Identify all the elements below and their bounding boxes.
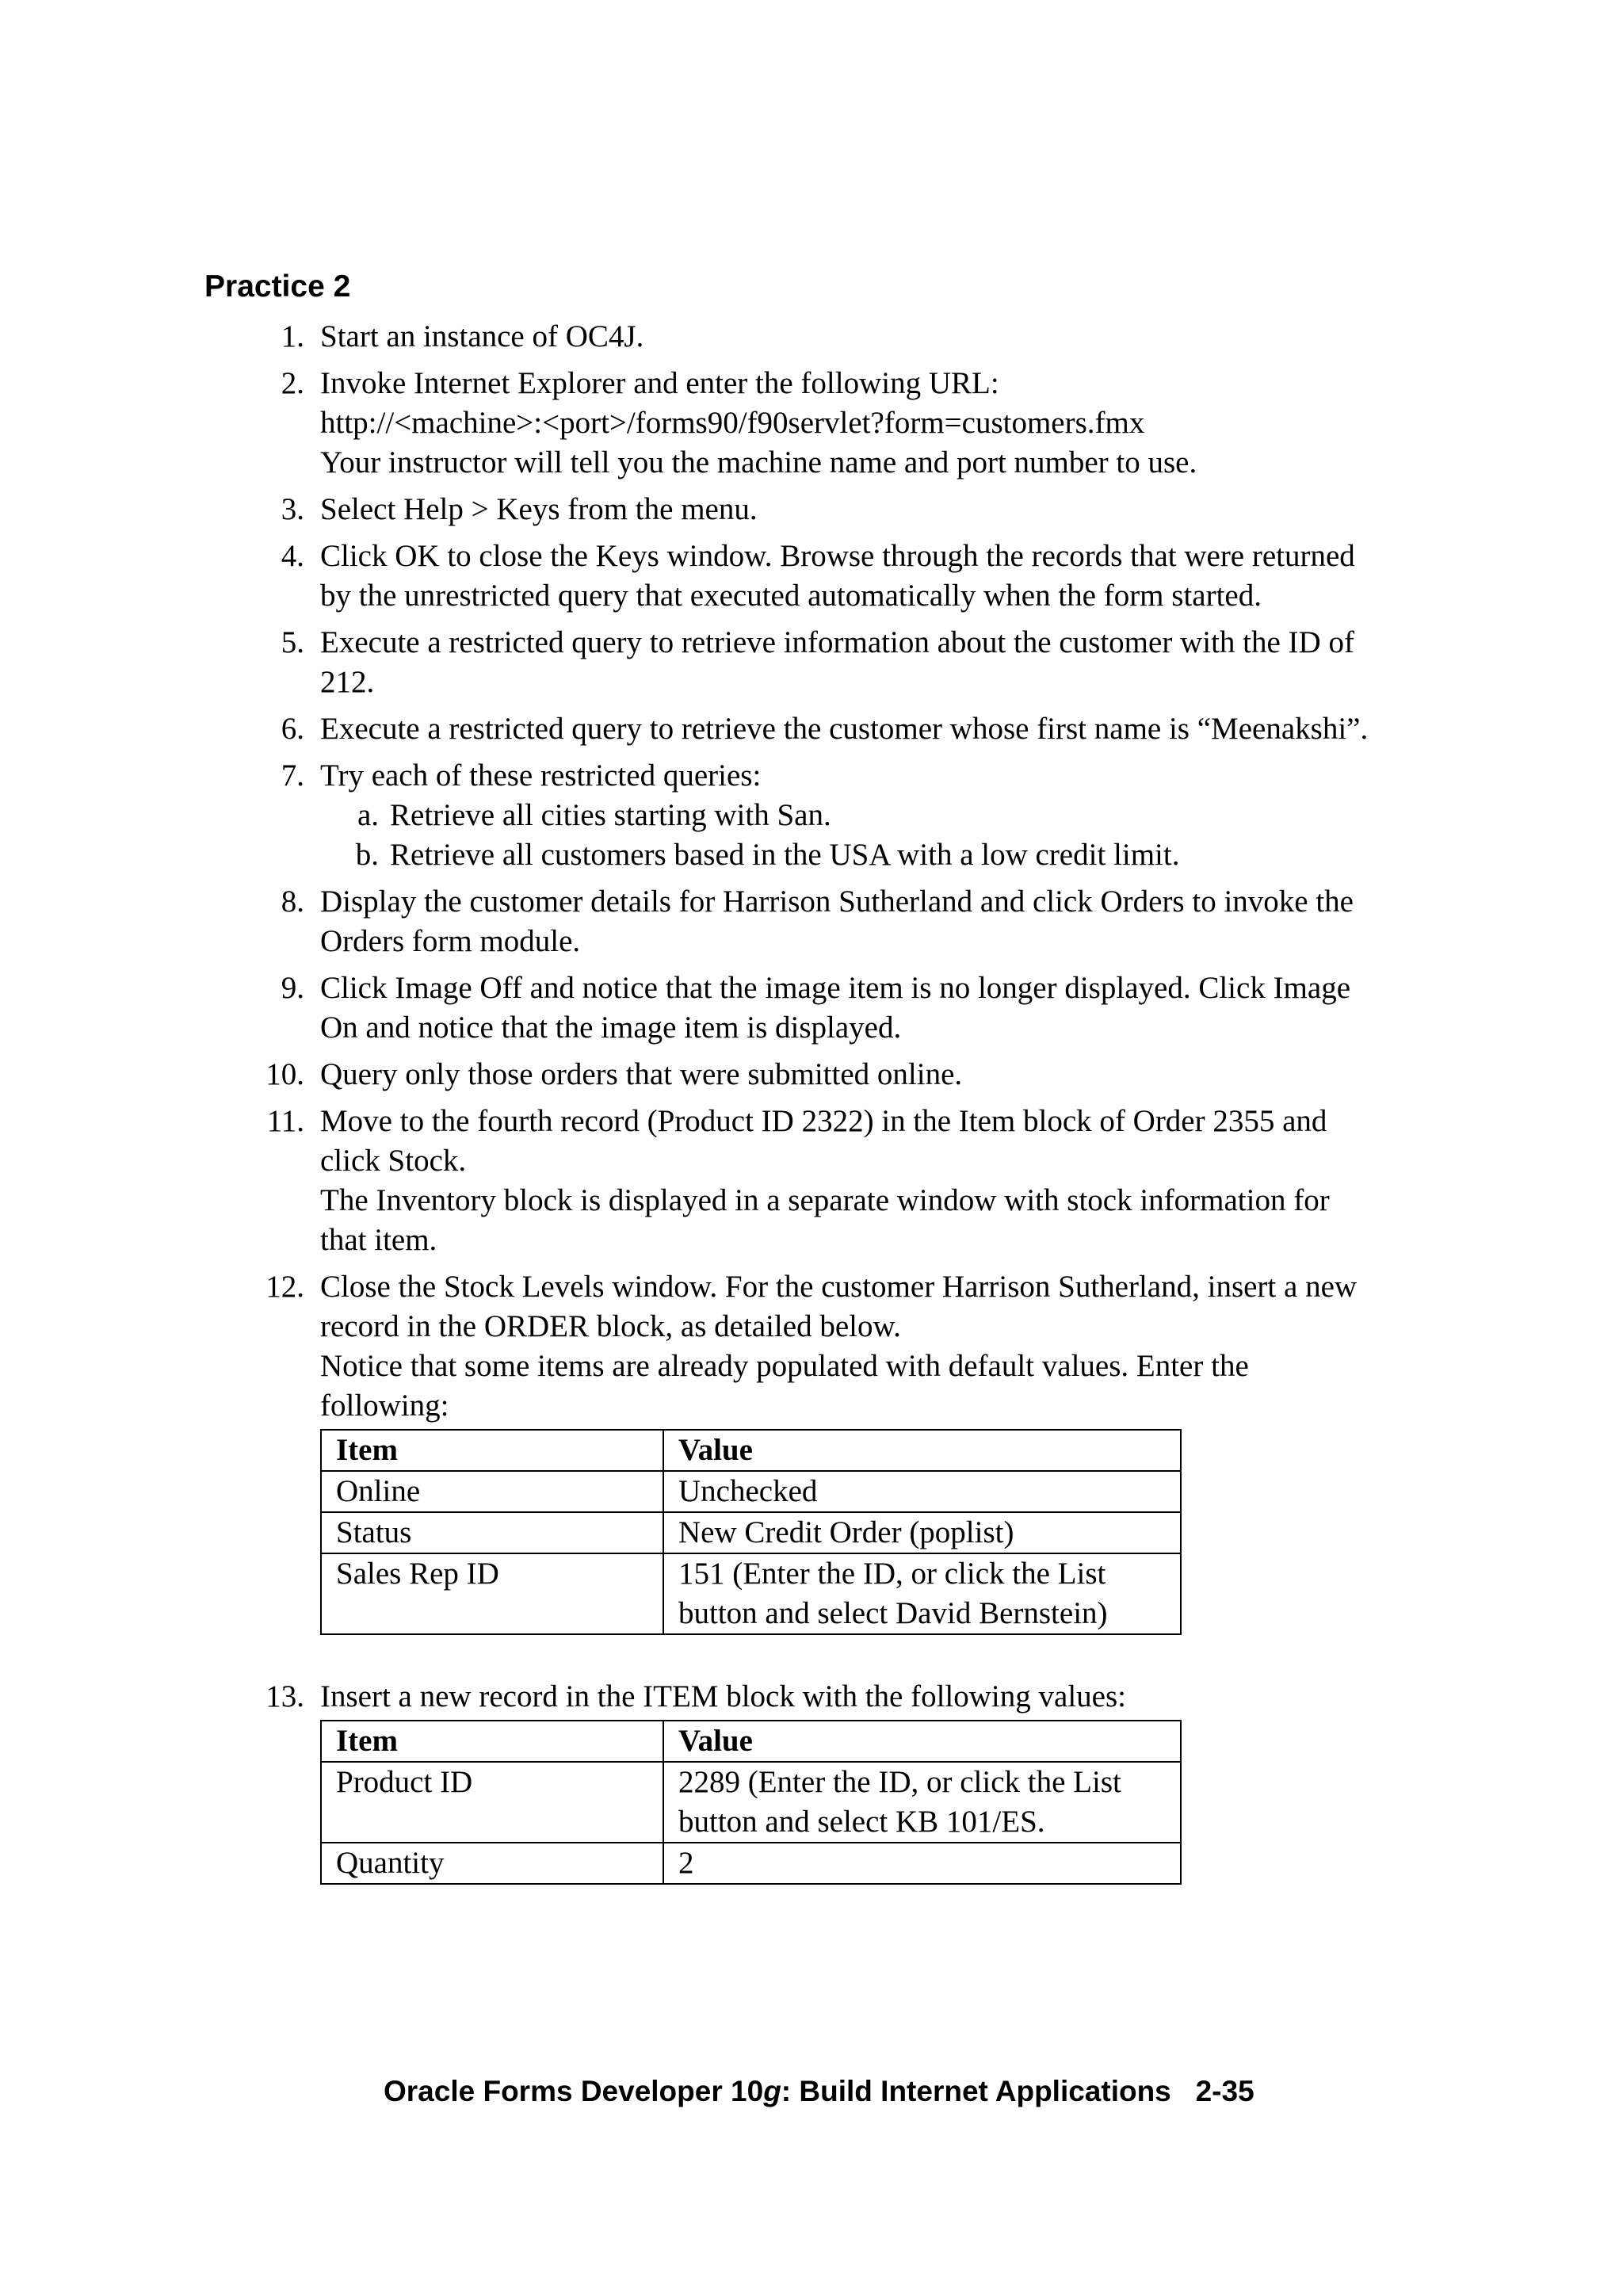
step-number: 13.: [265, 1679, 304, 1713]
step-number: 7.: [281, 758, 304, 793]
step-8: [252, 882, 1457, 961]
step-3: [252, 490, 1457, 529]
step-number: 11.: [266, 1104, 304, 1138]
step-text: Click Image Off and notice that the image item is no longer displayed. Click Image: [320, 971, 1351, 1005]
step-text: Invoke Internet Explorer and enter the following URL:: [320, 366, 999, 400]
step-6: [252, 709, 1457, 749]
step-number: 8.: [281, 884, 304, 919]
step-text: Orders form module.: [320, 924, 581, 958]
substep-a: [320, 796, 1457, 835]
step-number: 5.: [281, 625, 304, 659]
step-number: 2.: [281, 366, 304, 400]
substep-text: Retrieve all customers based in the USA with a low credit limit.: [390, 838, 1180, 872]
step-text: Your instructor will tell you the machine name and port number to use.: [320, 445, 1197, 479]
table-row: [321, 1553, 1181, 1634]
substep-text: Retrieve all cities starting with San.: [390, 798, 831, 832]
step-4: [252, 537, 1457, 616]
step-text: Execute a restricted query to retrieve information about the customer with the ID of: [320, 625, 1354, 659]
step-number: 10.: [265, 1057, 304, 1091]
step-number: 1.: [281, 319, 304, 353]
cell-value-line: button and select David Bernstein): [678, 1596, 1108, 1630]
order-values-table: [320, 1429, 1182, 1635]
item-values-table: [320, 1720, 1182, 1885]
page-footer: [384, 2075, 1254, 2108]
step-12: [252, 1267, 1457, 1670]
step-1: [252, 317, 1457, 357]
url-text: http://<machine>:<port>/forms90/f90servlet?form=customers.fmx: [320, 406, 1145, 440]
table-row: [321, 1762, 1181, 1843]
cell-item: Online: [321, 1471, 663, 1512]
step-10: [252, 1055, 1457, 1095]
step-13: [252, 1677, 1457, 1888]
cell-value: [663, 1553, 1181, 1634]
step-text: On and notice that the image item is displayed.: [320, 1010, 902, 1045]
cell-value-line: button and select KB 101/ES.: [678, 1805, 1045, 1839]
cell-value-line: 151 (Enter the ID, or click the List: [678, 1557, 1106, 1591]
header-value: Value: [663, 1721, 1181, 1762]
step-number: 12.: [265, 1270, 304, 1304]
step-9: [252, 968, 1457, 1048]
step-text: Move to the fourth record (Product ID 2322) in the Item block of Order 2355 and: [320, 1104, 1327, 1138]
step-text: 212.: [320, 665, 375, 699]
cell-value: Unchecked: [663, 1471, 1181, 1512]
footer-title: Oracle Forms Developer 10: [384, 2075, 764, 2107]
header-item: Item: [321, 1430, 663, 1471]
step-number: 4.: [281, 539, 304, 573]
cell-item: Sales Rep ID: [321, 1553, 663, 1634]
cell-item: Product ID: [321, 1762, 663, 1843]
step-text: Display the customer details for Harrison Sutherland and click Orders to invoke the: [320, 884, 1354, 919]
page-number: 2-35: [1195, 2075, 1254, 2107]
step-text: following:: [320, 1389, 449, 1423]
substep-letter: a.: [357, 798, 379, 832]
step-text: Query only those orders that were submitted online.: [320, 1057, 963, 1091]
table-header-row: [321, 1721, 1181, 1762]
cell-value: [663, 1762, 1181, 1843]
step-text: Try each of these restricted queries:: [320, 758, 762, 793]
substep-b: [320, 835, 1457, 875]
cell-value-line: 2289 (Enter the ID, or click the List: [678, 1765, 1121, 1799]
page-heading: Practice 2: [204, 269, 351, 304]
cell-value: 2: [663, 1843, 1181, 1884]
substep-letter: b.: [355, 838, 379, 872]
cell-item: Quantity: [321, 1843, 663, 1884]
step-text: click Stock.: [320, 1144, 467, 1178]
header-value: Value: [663, 1430, 1181, 1471]
practice-steps: [252, 317, 1457, 1895]
step-2: [252, 364, 1457, 483]
step-text: Select Help > Keys from the menu.: [320, 492, 758, 526]
cell-item: Status: [321, 1512, 663, 1553]
step-text: Click OK to close the Keys window. Browse through the records that were returned: [320, 539, 1355, 573]
step-text: Notice that some items are already populated with default values. Enter the: [320, 1349, 1249, 1383]
step-text: record in the ORDER block, as detailed below.: [320, 1309, 901, 1343]
step-text: Insert a new record in the ITEM block with the following values:: [320, 1679, 1126, 1713]
footer-title-italic: g: [763, 2075, 781, 2107]
step-number: 9.: [281, 971, 304, 1005]
cell-value: New Credit Order (poplist): [663, 1512, 1181, 1553]
step-text: Close the Stock Levels window. For the customer Harrison Sutherland, insert a new: [320, 1270, 1358, 1304]
step-5: [252, 623, 1457, 702]
step-11: [252, 1102, 1457, 1260]
step-number: 6.: [281, 712, 304, 746]
step-text: Start an instance of OC4J.: [320, 319, 644, 353]
step-7: [252, 756, 1457, 875]
header-item: Item: [321, 1721, 663, 1762]
step-number: 3.: [281, 492, 304, 526]
step-text: by the unrestricted query that executed automatically when the form started.: [320, 579, 1262, 613]
step-text: The Inventory block is displayed in a separate window with stock information for: [320, 1183, 1330, 1217]
footer-title-suffix: : Build Internet Applications: [781, 2075, 1171, 2107]
table-row: [321, 1512, 1181, 1553]
table-row: [321, 1471, 1181, 1512]
table-row: [321, 1843, 1181, 1884]
step-text: that item.: [320, 1223, 437, 1257]
table-header-row: [321, 1430, 1181, 1471]
step-text: Execute a restricted query to retrieve the customer whose first name is “Meenakshi”.: [320, 712, 1369, 746]
